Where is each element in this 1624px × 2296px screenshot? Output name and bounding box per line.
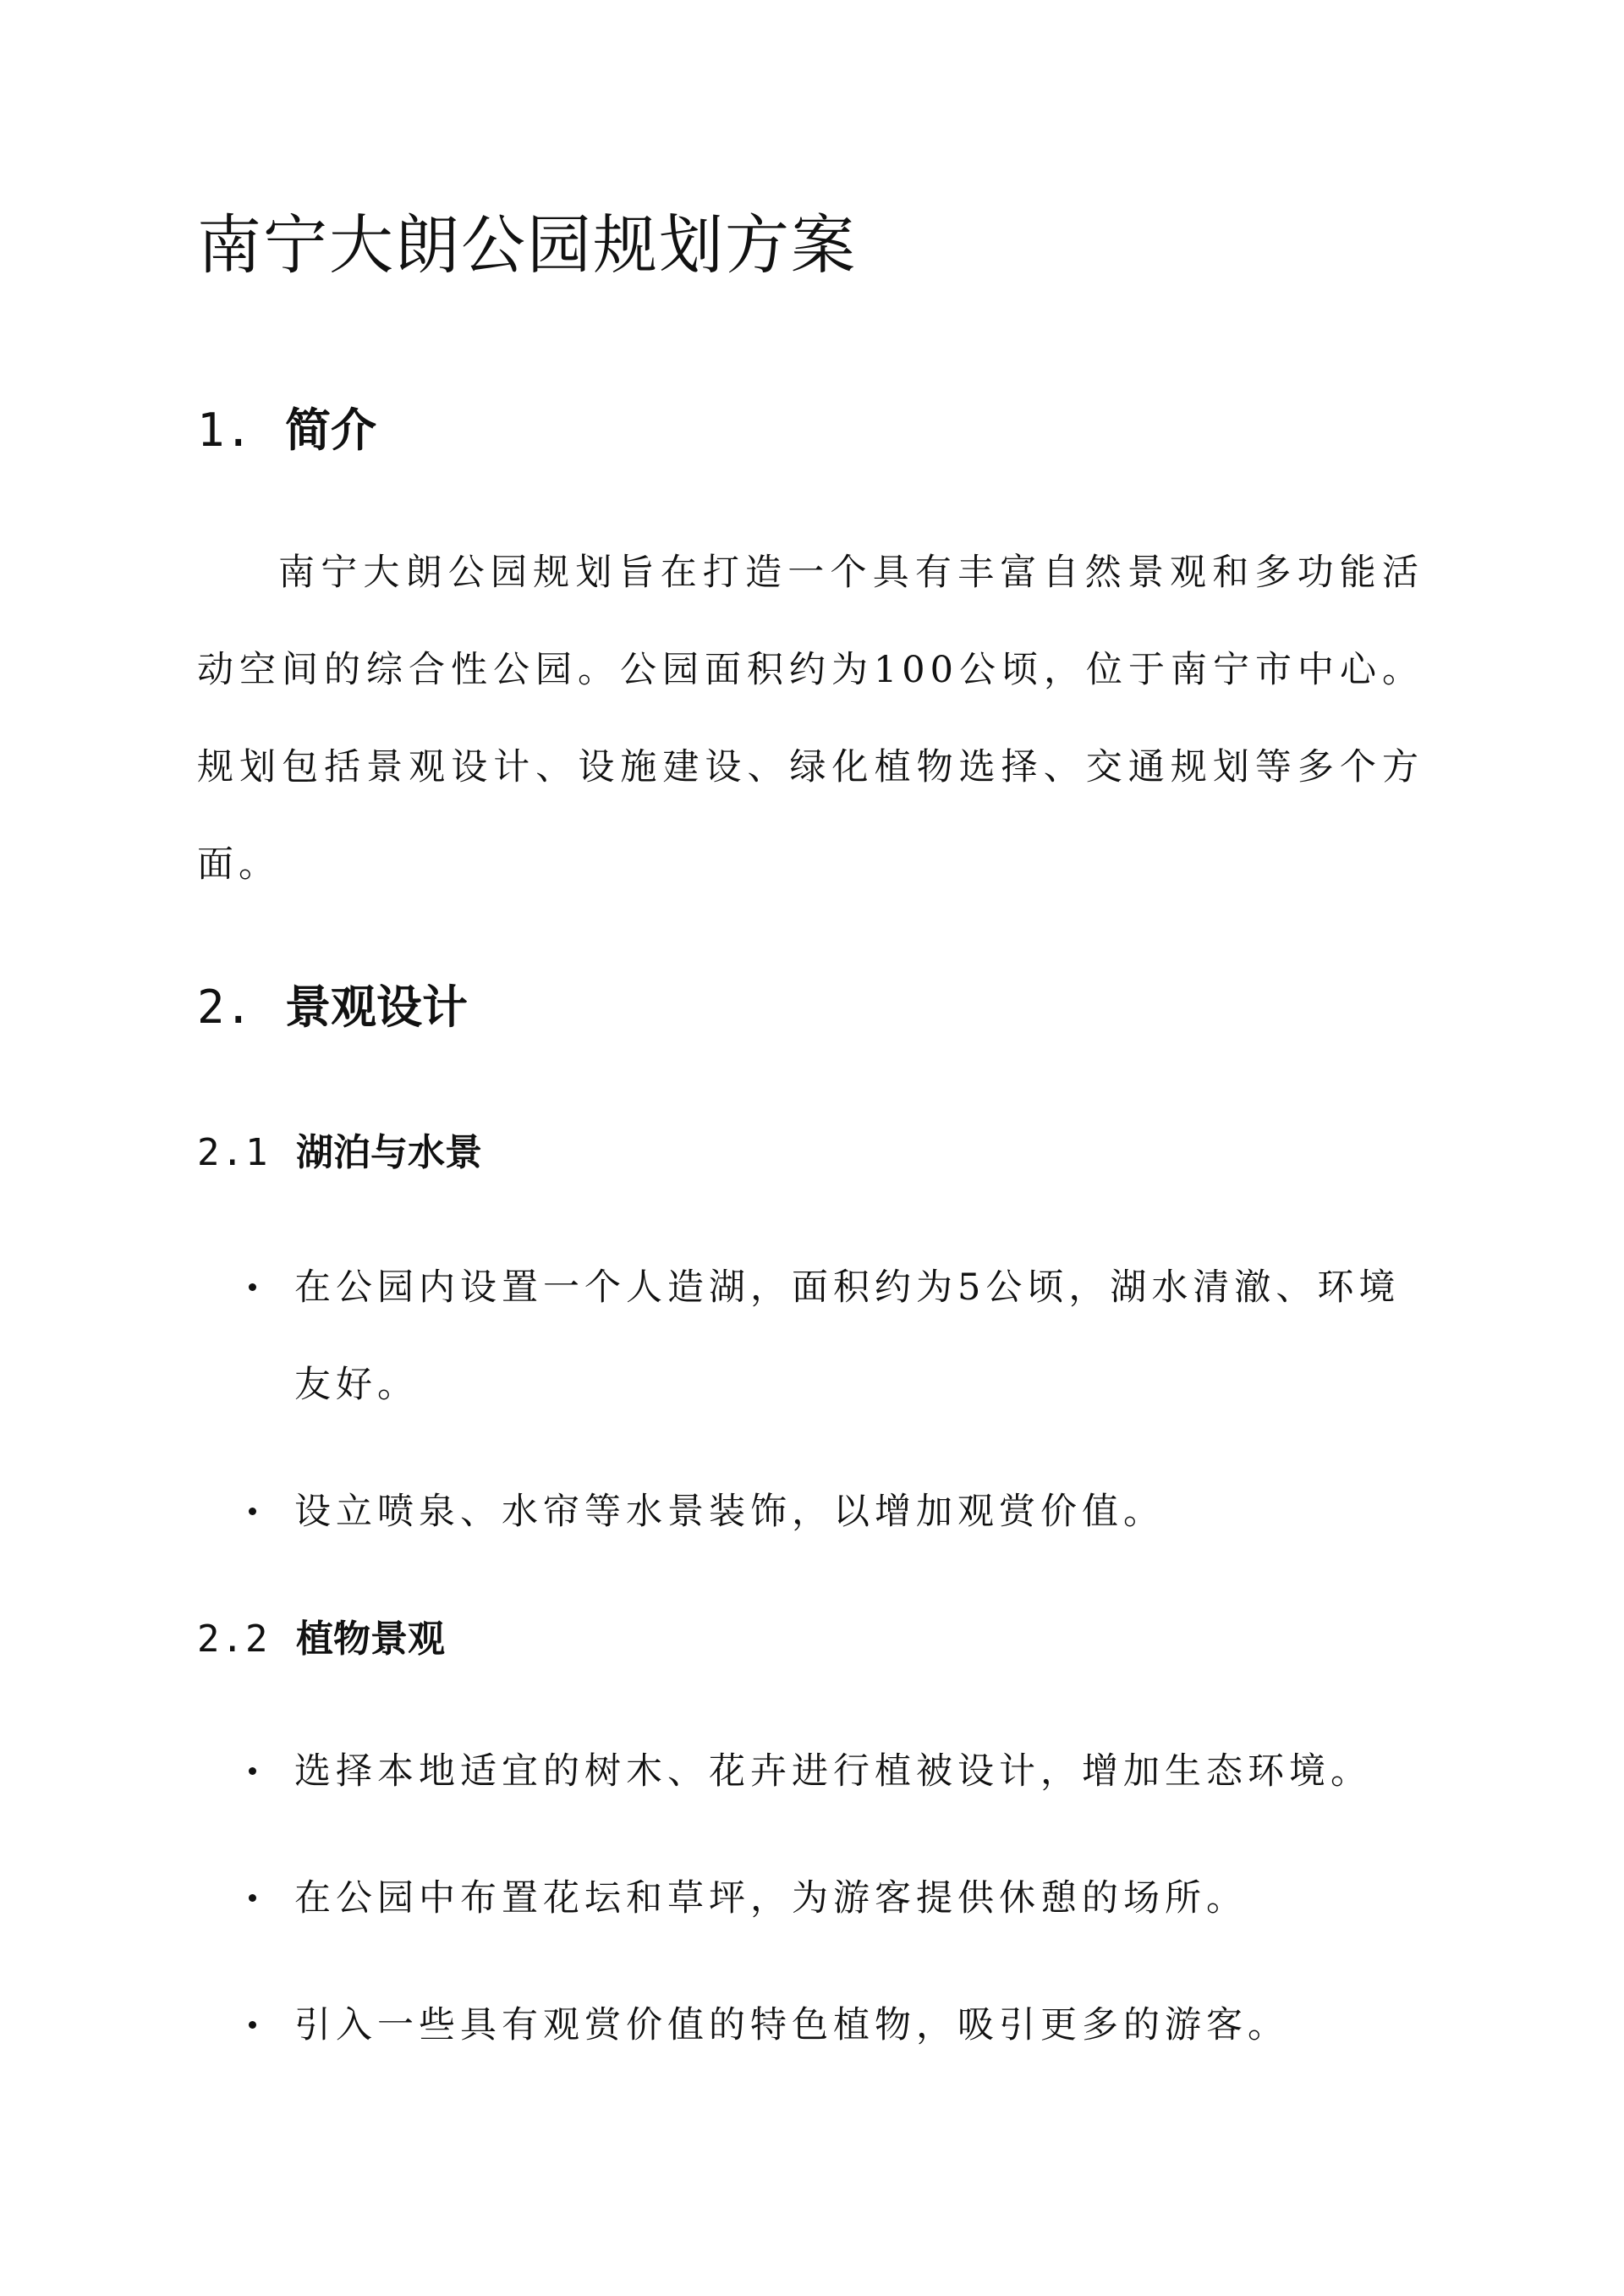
bullet-icon [249, 1894, 256, 1902]
subsection-title: 湖泊与水景 [296, 1131, 482, 1174]
list-item-text: 在公园中布置花坛和草坪，为游客提供休憩的场所。 [294, 1877, 1248, 1920]
section-title: 简介 [285, 403, 376, 457]
bullet-icon [249, 2021, 256, 2029]
bullet-icon [249, 1508, 256, 1515]
subsection-title: 植物景观 [296, 1618, 445, 1661]
section-heading-intro [197, 400, 376, 460]
bullet-icon [249, 1283, 256, 1291]
list-item-text: 选择本地适宜的树木、花卉进行植被设计，增加生态环境。 [294, 1750, 1372, 1793]
subsection-number: 2.2 [197, 1618, 270, 1661]
list-item [245, 1723, 1429, 1821]
bullet-icon [249, 1767, 256, 1775]
section-heading-landscape [197, 977, 468, 1037]
list-item-text: 在公园内设置一个人造湖，面积约为5公顷，湖水清澈、环境友好。 [294, 1266, 1401, 1406]
list-item-text: 引入一些具有观赏价值的特色植物，吸引更多的游客。 [294, 2004, 1289, 2046]
list-item [245, 1464, 1429, 1561]
subsection-number: 2.1 [197, 1131, 270, 1174]
subsection-heading-plants [197, 1614, 445, 1665]
list-item-text: 设立喷泉、水帘等水景装饰，以增加观赏价值。 [294, 1491, 1165, 1533]
section-number: 2. [197, 980, 253, 1034]
subsection-heading-lake [197, 1128, 482, 1178]
section-title: 景观设计 [285, 980, 468, 1034]
list-item [245, 1239, 1429, 1434]
list-item [245, 1850, 1429, 1947]
intro-paragraph: 南宁大朗公园规划旨在打造一个具有丰富自然景观和多功能活动空间的综合性公园。公园面积约为100公顷，位于南宁市中心。规划包括景观设计、设施建设、绿化植物选择、交通规划等多个方面。 [197, 552, 1424, 886]
section-number: 1. [197, 404, 253, 457]
list-item [245, 1977, 1429, 2074]
document-title: 南宁大朗公园规划方案 [197, 207, 857, 283]
